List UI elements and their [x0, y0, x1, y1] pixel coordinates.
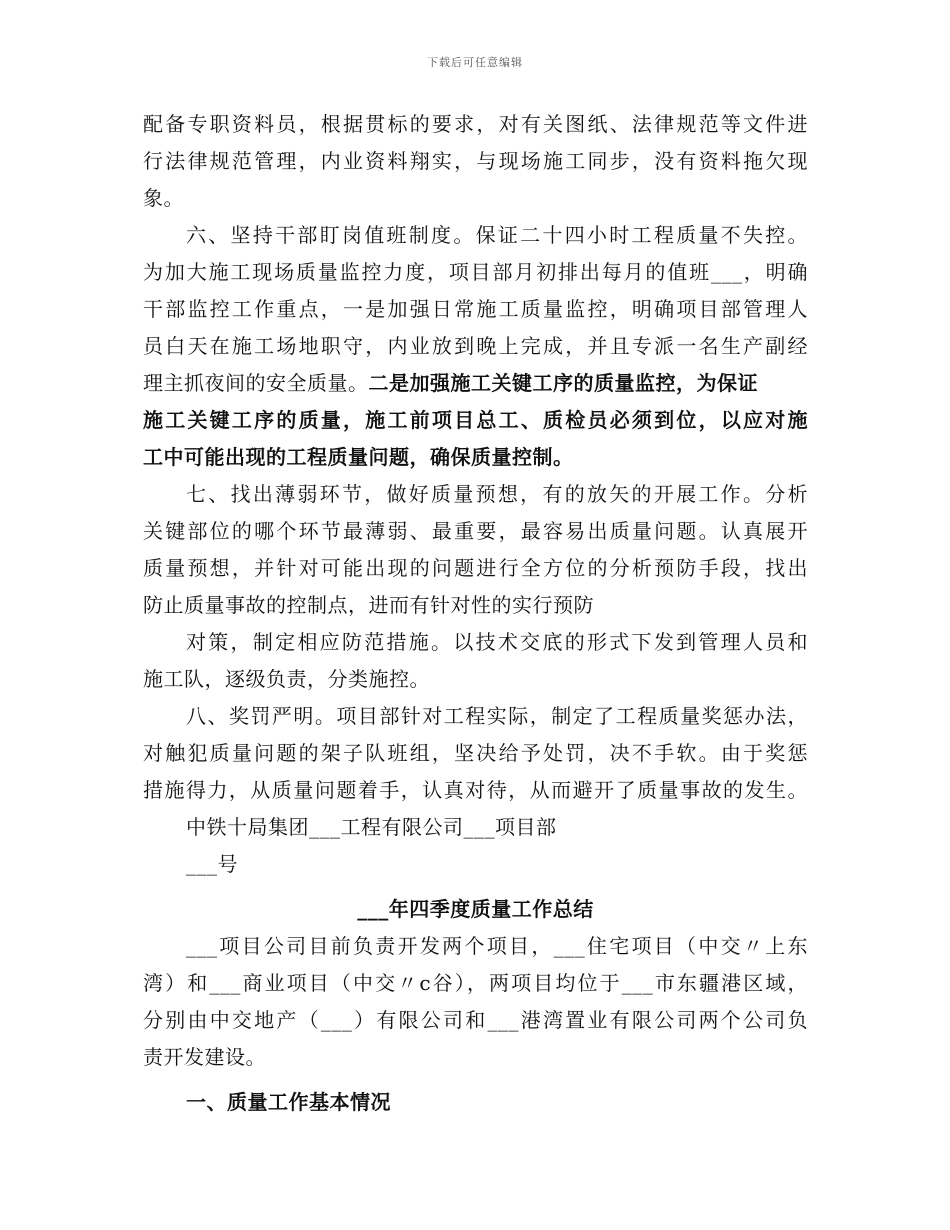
- bold-text-line: 施工关键工序的质量，施工前项目总工、质检员必须到位，以应对施: [143, 408, 808, 432]
- text-line: 对策，制定相应防范措施。以技术交底的形式下发到管理人员和: [186, 630, 808, 654]
- text-line: 质量预想，并针对可能出现的问题进行全方位的分析预防手段，找出: [143, 556, 808, 580]
- text-span: 理主抓夜间的安全质量。: [143, 371, 369, 395]
- text-line: 措施得力，从质量问题着手，认真对待，从而避开了质量事故的发生。: [143, 778, 808, 802]
- document-number: ___号: [186, 852, 238, 876]
- text-line: 关键部位的哪个环节最薄弱、最重要，最容易出质量问题。认真展开: [143, 519, 808, 543]
- text-line: 责开发建设。: [143, 1045, 266, 1069]
- bold-text-line: 工中可能出现的工程质量问题，确保质量控制。: [143, 445, 574, 469]
- page-header: 下载后可任意编辑: [427, 56, 523, 69]
- section-eight-start: 八、奖罚严明。项目部针对工程实际，制定了工程质量奖惩办法，: [186, 704, 808, 728]
- text-line: 象。: [143, 186, 184, 210]
- text-line: 施工队，逐级负责，分类施控。: [143, 667, 430, 691]
- document-title: ___年四季度质量工作总结: [357, 897, 594, 921]
- text-line: 防止质量事故的控制点，进而有针对性的实行预防: [143, 593, 594, 617]
- bold-text-span: 二是加强施工关键工序的质量监控，为保证: [368, 371, 758, 395]
- text-line: 分别由中交地产（___）有限公司和___港湾置业有限公司两个公司负: [143, 1008, 808, 1032]
- text-line: 湾）和___商业项目（中交〃c谷），两项目均位于___市东疆港区域，: [143, 971, 808, 995]
- text-line: 配备专职资料员，根据贯标的要求，对有关图纸、法律规范等文件进: [143, 112, 808, 136]
- signature-org: 中铁十局集团___工程有限公司___项目部: [186, 815, 557, 839]
- section-heading: 一、质量工作基本情况: [186, 1090, 391, 1114]
- intro-line: ___项目公司目前负责开发两个项目，___住宅项目（中交〃上东: [186, 934, 808, 958]
- text-line: 为加大施工现场质量监控力度，项目部月初排出每月的值班___，明确: [143, 260, 808, 284]
- text-line: 干部监控工作重点，一是加强日常施工质量监控，明确项目部管理人: [143, 297, 808, 321]
- document-body: [143, 106, 808, 1121]
- text-line: 员白天在施工场地职守，内业放到晚上完成，并且专派一名生产副经: [143, 334, 808, 358]
- section-seven-start: 七、找出薄弱环节，做好质量预想，有的放矢的开展工作。分析: [186, 482, 808, 506]
- mixed-line: [143, 365, 808, 402]
- text-line: 对触犯质量问题的架子队班组，坚决给予处罚，决不手软。由于奖惩: [143, 741, 808, 765]
- section-six-start: 六、坚持干部盯岗值班制度。保证二十四小时工程质量不失控。: [186, 223, 808, 247]
- text-line: 行法律规范管理，内业资料翔实，与现场施工同步，没有资料拖欠现: [143, 149, 808, 173]
